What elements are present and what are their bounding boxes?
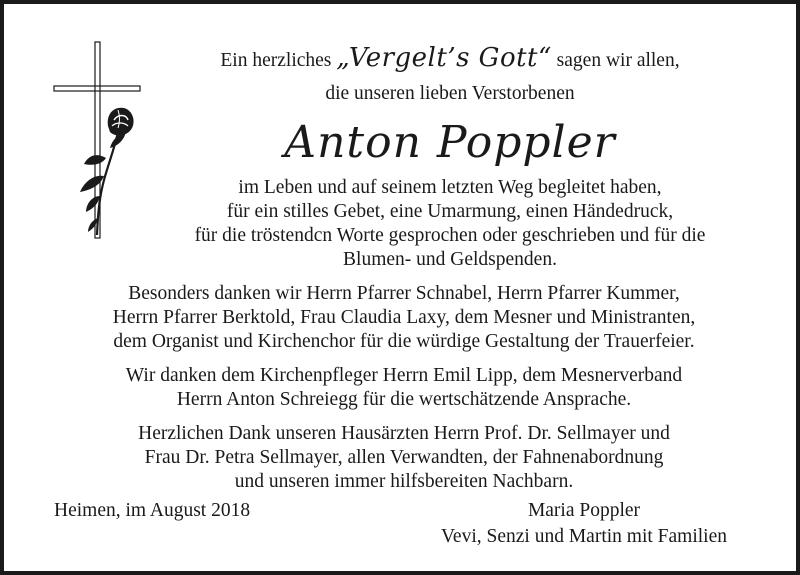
thanks-line-4: Blumen- und Geldspenden. bbox=[343, 249, 557, 270]
paragraph-2-line-2: Herrn Anton Schreiegg für die wertschätzende Ansprache. bbox=[176, 389, 632, 410]
vergelts-gott-quote: „Vergelt’s Gott“ bbox=[336, 43, 552, 73]
thanks-line-2: für ein stilles Gebet, eine Umarmung, einen Händedruck, bbox=[226, 201, 674, 222]
intro-line-2: die unseren lieben Verstorbenen bbox=[325, 83, 575, 104]
thanks-line-3: für die tröstendcn Worte gesprochen oder geschrieben und für die bbox=[194, 225, 706, 246]
intro-line-1 bbox=[50, 43, 800, 73]
paragraph-1-line-1: Besonders danken wir Herrn Pfarrer Schnabel, Herrn Pfarrer Kummer, bbox=[128, 283, 680, 304]
signature-family: Vevi, Senzi und Martin mit Familien bbox=[441, 526, 727, 547]
paragraph-1-line-3: dem Organist und Kirchenchor für die würdige Gestaltung der Trauerfeier. bbox=[113, 331, 695, 352]
deceased-name: Anton Poppler bbox=[284, 117, 616, 168]
intro-pre: Ein herzliches bbox=[220, 50, 337, 71]
paragraph-3-line-3: und unseren immer hilfsbereiten Nachbarn. bbox=[234, 471, 574, 492]
intro-post: sagen wir allen, bbox=[551, 50, 680, 71]
paragraph-3-line-2: Frau Dr. Petra Sellmayer, allen Verwandten, der Fahnenabordnung bbox=[144, 447, 664, 468]
thanks-line-1: im Leben und auf seinem letzten Weg begleitet haben, bbox=[238, 177, 662, 198]
paragraph-2-line-1: Wir danken dem Kirchenpfleger Herrn Emil Lipp, dem Mesnerverband bbox=[125, 365, 683, 386]
paragraph-1-line-2: Herrn Pfarrer Berktold, Frau Claudia Laxy, dem Mesner und Ministranten, bbox=[112, 307, 696, 328]
place-date: Heimen, im August 2018 bbox=[54, 500, 251, 521]
paragraph-3-line-1: Herzlichen Dank unseren Hausärzten Herrn Prof. Dr. Sellmayer und bbox=[138, 423, 670, 444]
signature-name: Maria Poppler bbox=[527, 500, 641, 521]
